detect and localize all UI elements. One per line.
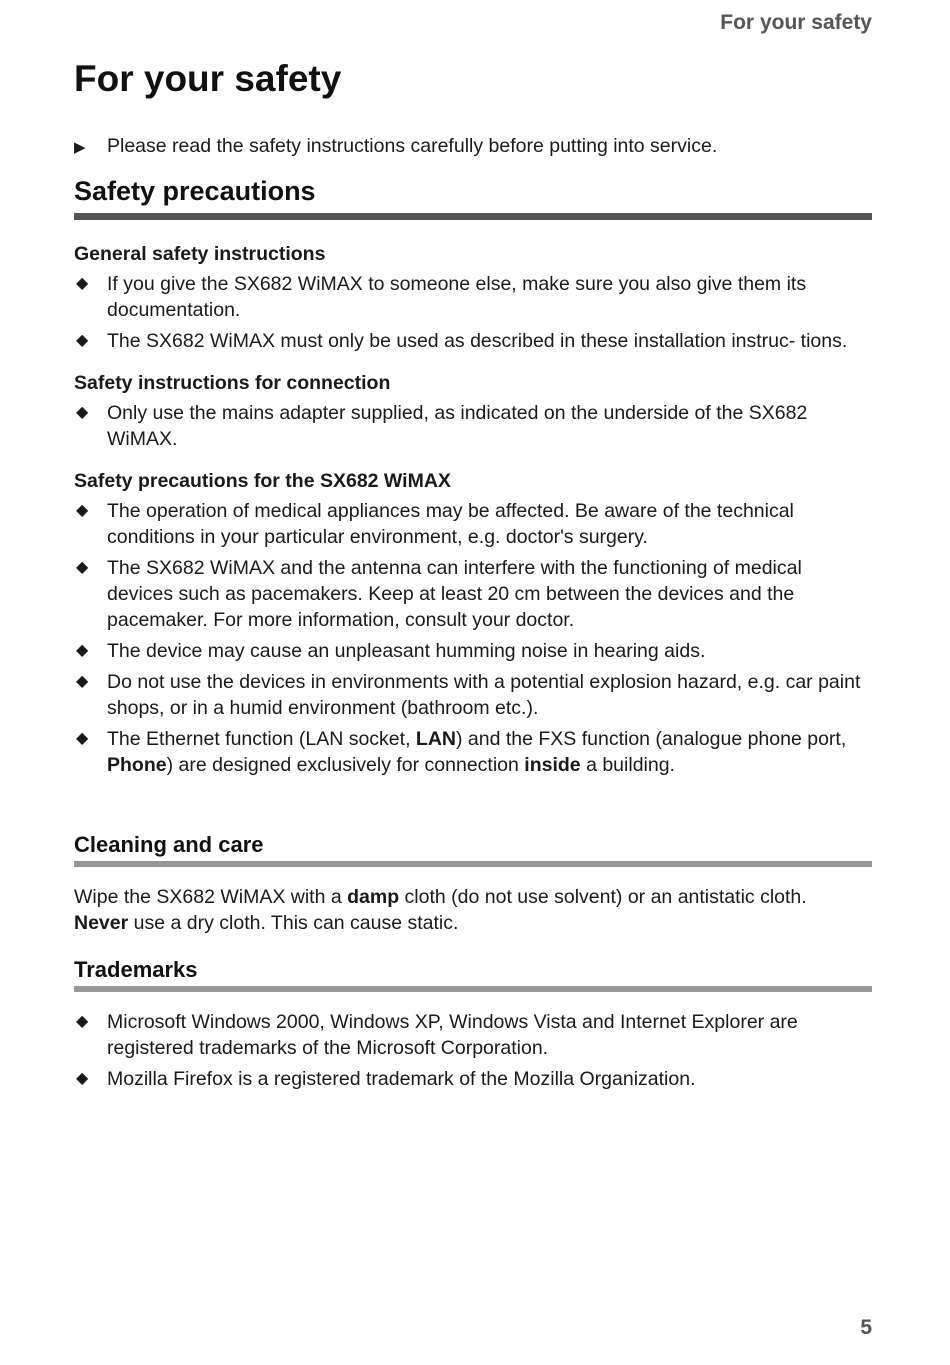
list-item bbox=[74, 271, 872, 323]
never-emphasis: Never bbox=[74, 912, 129, 934]
list-item-text: Only use the mains adapter supplied, as indicated on the underside of the SX682 WiMAX. bbox=[107, 402, 808, 450]
diamond-bullet-icon: ◆ bbox=[76, 730, 89, 747]
list-item bbox=[74, 328, 872, 354]
diamond-bullet-icon: ◆ bbox=[76, 1070, 89, 1087]
section-rule bbox=[74, 861, 872, 867]
list-item bbox=[74, 400, 872, 452]
list-item bbox=[74, 669, 872, 721]
list-item bbox=[74, 1066, 872, 1092]
diamond-bullet-icon: ◆ bbox=[76, 275, 89, 292]
section-rule bbox=[74, 986, 872, 992]
text-run: use a dry cloth. This can cause static. bbox=[128, 912, 459, 934]
intro-text: Please read the safety instructions carefully before putting into service. bbox=[107, 135, 718, 157]
diamond-bullet-icon: ◆ bbox=[76, 559, 89, 576]
diamond-bullet-icon: ◆ bbox=[76, 502, 89, 519]
list-item bbox=[74, 498, 872, 550]
subheading-general: General safety instructions bbox=[74, 243, 326, 265]
text-run: ) and the FXS function (analogue phone port, bbox=[455, 728, 847, 750]
section-heading-safety-precautions: Safety precautions bbox=[74, 176, 316, 206]
list-item-text: Mozilla Firefox is a registered trademark of the Mozilla Organization. bbox=[107, 1068, 696, 1090]
list-item bbox=[74, 638, 872, 664]
text-run: a building. bbox=[580, 754, 675, 776]
list-item-text: If you give the SX682 WiMAX to someone else, make sure you also give them its documentation. bbox=[107, 273, 807, 321]
list-item-text: Microsoft Windows 2000, Windows XP, Windows Vista and Internet Explorer are registered trademarks of the Microsoft Corporation. bbox=[107, 1011, 798, 1059]
list-item-text: The operation of medical appliances may be affected. Be aware of the technical conditions in your particular environment, e.g. doctor's surgery. bbox=[107, 500, 794, 548]
cleaning-line-2 bbox=[74, 910, 872, 936]
section-heading-cleaning: Cleaning and care bbox=[74, 832, 264, 857]
diamond-bullet-icon: ◆ bbox=[76, 642, 89, 659]
text-run: Wipe the SX682 WiMAX with a bbox=[74, 886, 348, 908]
text-run: cloth (do not use solvent) or an antistatic cloth. bbox=[399, 886, 807, 908]
section-rule bbox=[74, 213, 872, 220]
list-item-ethernet bbox=[74, 726, 872, 778]
diamond-bullet-icon: ◆ bbox=[76, 673, 89, 690]
diamond-bullet-icon: ◆ bbox=[76, 404, 89, 421]
subheading-device: Safety precautions for the SX682 WiMAX bbox=[74, 470, 451, 492]
section-heading-trademarks: Trademarks bbox=[74, 957, 198, 982]
text-run: ) are designed exclusively for connection bbox=[166, 754, 525, 776]
list-item-text: The device may cause an unpleasant humming noise in hearing aids. bbox=[107, 640, 706, 662]
damp-emphasis: damp bbox=[347, 886, 400, 908]
list-item-text: The SX682 WiMAX must only be used as described in these installation instruc- tions. bbox=[107, 330, 848, 352]
arrow-icon: ▶ bbox=[74, 139, 86, 156]
page-title: For your safety bbox=[74, 58, 342, 99]
list-item bbox=[74, 1009, 872, 1061]
text-run: The Ethernet function (LAN socket, bbox=[107, 728, 416, 750]
list-item-text: The SX682 WiMAX and the antenna can interfere with the functioning of medical devices such as pacemakers. Keep at least 20 cm between the devices and the pacemaker. For more information, consult your doctor. bbox=[107, 557, 802, 631]
cleaning-line-1 bbox=[74, 884, 872, 910]
cleaning-paragraph bbox=[74, 884, 872, 936]
trademarks-list bbox=[74, 1009, 872, 1097]
subheading-connection: Safety instructions for connection bbox=[74, 372, 391, 394]
diamond-bullet-icon: ◆ bbox=[76, 332, 89, 349]
list-item-text: Do not use the devices in environments with a potential explosion hazard, e.g. car paint shops, or in a humid environment (bathroom etc.). bbox=[107, 671, 861, 719]
list-item bbox=[74, 555, 872, 633]
phone-label: Phone bbox=[107, 754, 167, 776]
page-number: 5 bbox=[860, 1316, 872, 1339]
running-header: For your safety bbox=[720, 11, 872, 34]
diamond-bullet-icon: ◆ bbox=[76, 1013, 89, 1030]
safety-precautions-body bbox=[74, 241, 872, 783]
lan-label: LAN bbox=[415, 728, 456, 750]
intro-instruction bbox=[74, 133, 717, 161]
inside-emphasis: inside bbox=[524, 754, 581, 776]
